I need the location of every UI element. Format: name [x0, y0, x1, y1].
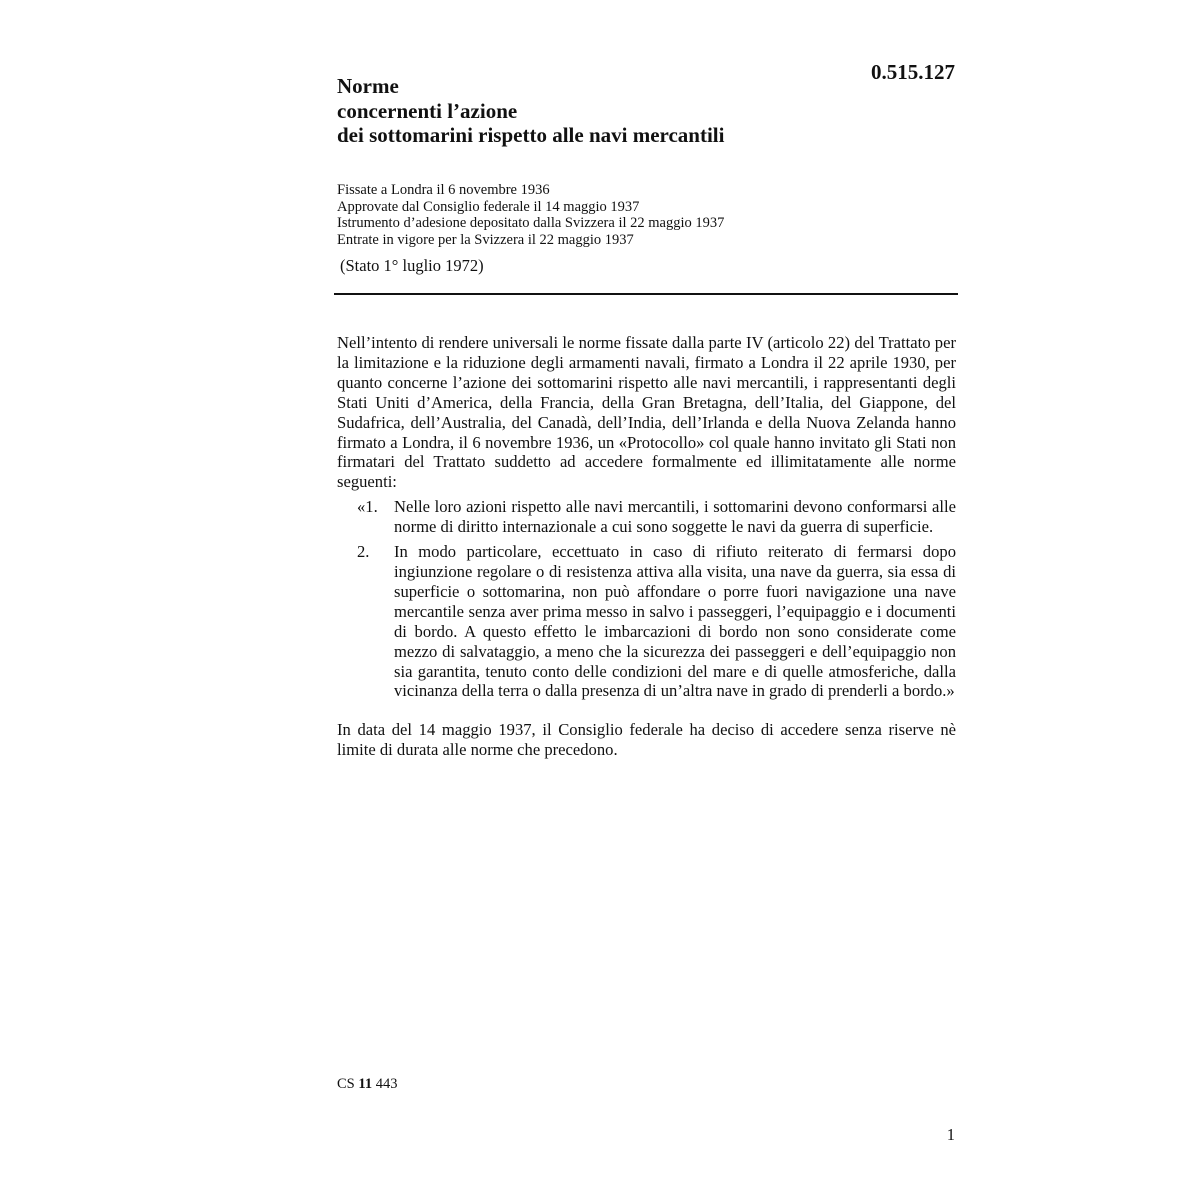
page-number: 1 [946, 1125, 955, 1144]
header-divider [334, 293, 958, 295]
list-item [337, 542, 956, 701]
list-item-text: Nelle loro azioni rispetto alle navi mercantili, i sottomarini devono conformarsi alle norme di diritto internazionale a cui sono soggette le navi da guerra di superficie. [394, 497, 956, 537]
meta-line: Approvate dal Consiglio federale il 14 maggio 1937 [337, 198, 640, 215]
title-line: Norme [337, 74, 399, 98]
status-date: (Stato 1° luglio 1972) [340, 256, 484, 275]
footer-page: 443 [375, 1076, 398, 1092]
footer-reference [337, 1076, 397, 1093]
list-item-number: «1. [357, 497, 378, 517]
closing-paragraph: In data del 14 maggio 1937, il Consiglio federale ha deciso di accedere senza riserve nè limite di durata alle norme che precedono. [337, 720, 956, 760]
document-number: 0.515.127 [871, 60, 955, 84]
document-body [337, 333, 956, 760]
intro-paragraph: Nell’intento di rendere universali le norme fissate dalla parte IV (articolo 22) del Trattato per la limitazione e la riduzione degli armamenti navali, firmato a Londra il 22 aprile 1930, per quanto concerne l’azione dei sottomarini rispetto alle navi mercantili, i rappresentanti degli Stati Uniti d’America, della Francia, della Gran Bretagna, dell’Italia, del Giappone, del Sudafrica, dell’Australia, del Canadà, dell’India, dell’Irlanda e della Nuova Zelanda hanno firmato a Londra, il 6 novembre 1936, un «Protocollo» col quale hanno invitato gli Stati non firmatari del Trattato suddetto ad accedere formalmente ed illimitatamente alle norme seguenti: [337, 333, 956, 492]
meta-line: Fissate a Londra il 6 novembre 1936 [337, 182, 550, 198]
list-item [337, 497, 956, 537]
meta-line: Istrumento d’adesione depositato dalla Svizzera il 22 maggio 1937 [337, 215, 725, 231]
list-item-text: In modo particolare, eccettuato in caso di rifiuto reiterato di fermarsi dopo ingiunzione regolare o di resistenza attiva alla visita, una nave da guerra, sia essa di superficie o sottomarina, non può affondare o porre fuori navigazione una nave mercantile senza aver prima messo in salvo i passeggeri, l’equipaggio e i documenti di bordo. A questo effetto le imbarcazioni di bordo non sono considerate come mezzo di salvataggio, a meno che la sicurezza dei passeggeri e dell’equipaggio non sia garantita, tenuto conto delle condizioni del mare e di quelle atmosferiche, dalla vicinanza della terra o dalla presenza di un’altra nave in grado di prenderli a bordo.» [394, 542, 956, 701]
list-item-number: 2. [357, 542, 370, 562]
title-line: concernenti l’azione [337, 98, 518, 123]
meta-line: Entrate in vigore per la Svizzera il 22 maggio 1937 [337, 231, 634, 248]
footer-prefix: CS [337, 1076, 355, 1092]
title-line: dei sottomarini rispetto alle navi mercantili [337, 123, 725, 147]
document-title [337, 74, 857, 148]
document-metadata [337, 182, 957, 248]
footer-volume: 11 [358, 1076, 373, 1092]
